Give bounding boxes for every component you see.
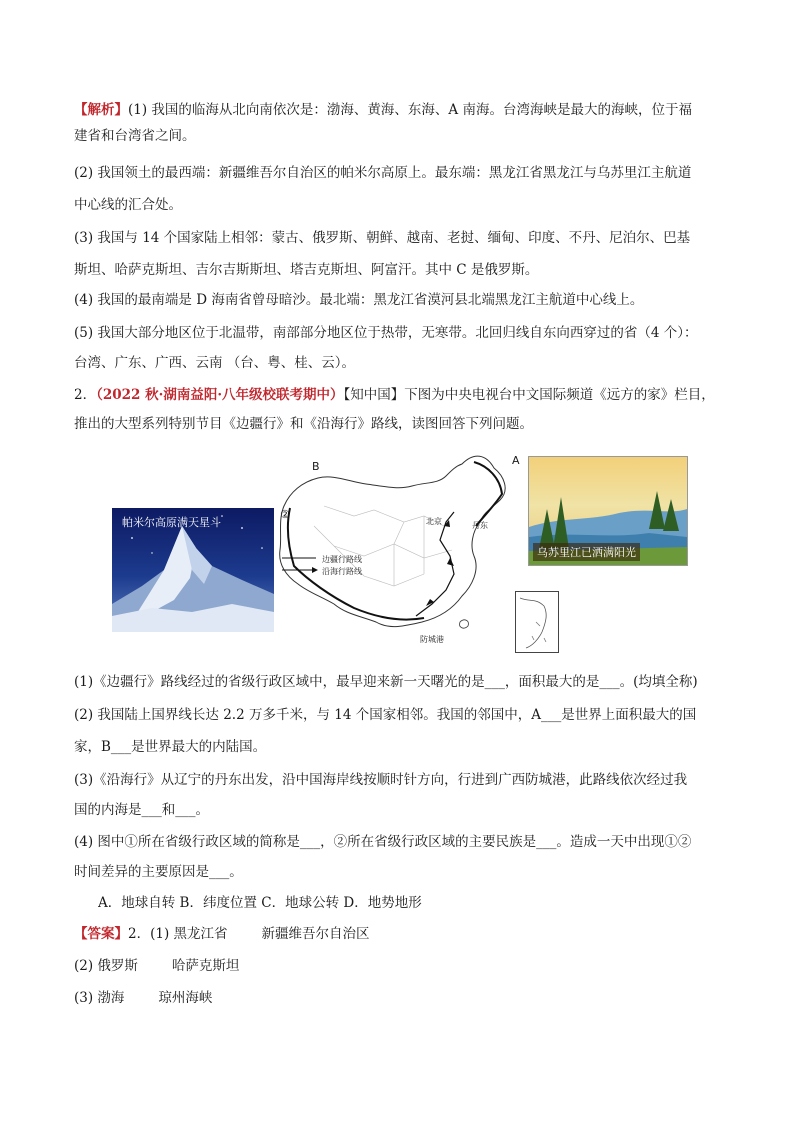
analysis-line-5: (3) 我国与 14 个国家陆上相邻：蒙古、俄罗斯、朝鲜、越南、老挝、缅甸、印度、不丹、尼泊尔、巴基: [74, 230, 691, 246]
question-header: 2．（2022 秋·湖南益阳·八年级校联考期中）【知中国】下图为中央电视台中文国际频道《远方的家》栏目，: [74, 387, 715, 403]
analysis-line-3: (2) 我国领土的最西端：新疆维吾尔自治区的帕米尔高原上。最东端：黑龙江省黑龙江与乌苏里江主航道: [74, 165, 692, 181]
question-topic: 【知中国】: [343, 387, 405, 403]
question-3a: (3)《沿海行》从辽宁的丹东出发，沿中国海岸线按顺时针方向，行进到广西防城港，此路线依次经过我: [74, 772, 688, 788]
question-intro: 推出的大型系列特别节目《边疆行》和《沿海行》路线，读图回答下列问题。: [74, 416, 533, 432]
legend-border-route: 边疆行路线: [322, 555, 362, 564]
question-source: （2022 秋·湖南益阳·八年级校联考期中）: [96, 387, 344, 403]
ussuri-photo: [528, 456, 688, 566]
map-marker-2: ②: [280, 508, 290, 521]
map-label-a: A: [512, 454, 520, 467]
left-caption: 帕米尔高原满天星斗: [122, 516, 221, 529]
question-4b: 时间差异的主要原因是___。: [74, 864, 243, 880]
analysis-line-1: 【解析】(1) 我国的临海从北向南依次是：渤海、黄海、东海、A 南海。台湾海峡是最大的海峡，位于福: [74, 102, 692, 118]
map-city-beijing: 北京: [426, 517, 442, 526]
question-3b: 国的内海是___和___。: [74, 802, 209, 818]
analysis-tag: 【解析】: [74, 102, 128, 118]
analysis-line-7: (4) 我国的最南端是 D 海南省曾母暗沙。最北端：黑龙江省漠河县北端黑龙江主航道中心线上。: [74, 292, 644, 308]
analysis-line-6: 斯坦、哈萨克斯坦、吉尔吉斯斯坦、塔吉克斯坦、阿富汗。其中 C 是俄罗斯。: [74, 262, 539, 278]
question-4-options: A．地球自转 B．纬度位置 C．地球公转 D．地势地形: [98, 895, 422, 911]
answer-line-1: 【答案】2．(1) 黑龙江省 新疆维吾尔自治区: [74, 926, 370, 942]
analysis-line-2: 建省和台湾省之间。: [74, 128, 196, 144]
question-4a: (4) 图中①所在省级行政区域的简称是___，②所在省级行政区域的主要民族是___。造成一天中出现①②: [74, 834, 692, 850]
south-china-sea-inset: [515, 591, 559, 653]
right-caption: 乌苏里江已洒满阳光: [533, 543, 640, 561]
map-city-fangcheng: 防城港: [420, 635, 444, 644]
analysis-line-9: 台湾、广东、广西、云南 （台、粤、桂、云）。: [74, 355, 356, 371]
answer-tag: 【答案】: [74, 926, 128, 942]
analysis-line-4: 中心线的汇合处。: [74, 197, 182, 213]
answer-line-3: (3) 渤海 琼州海峡: [74, 990, 213, 1006]
route-figure: [112, 446, 692, 654]
map-city-dandong: 丹东: [472, 521, 488, 530]
question-1: (1)《边疆行》路线经过的省级行政区域中，最早迎来新一天曙光的是___，面积最大的是___。(均填全称): [74, 674, 698, 690]
analysis-line-8: (5) 我国大部分地区位于北温带，南部部分地区位于热带，无寒带。北回归线自东向西穿过的省（4 个）：: [74, 325, 698, 341]
legend-coast-route: 沿海行路线: [322, 567, 362, 576]
question-2b: 家，B___是世界最大的内陆国。: [74, 739, 267, 755]
pamir-photo: [112, 508, 274, 632]
question-2a: (2) 我国陆上国界线长达 2.2 万多千米，与 14 个国家相邻。我国的邻国中，A___是世界上面积最大的国: [74, 707, 697, 723]
answer-line-2: (2) 俄罗斯 哈萨克斯坦: [74, 958, 240, 974]
china-route-map: [274, 446, 524, 646]
map-label-b: B: [312, 460, 320, 473]
